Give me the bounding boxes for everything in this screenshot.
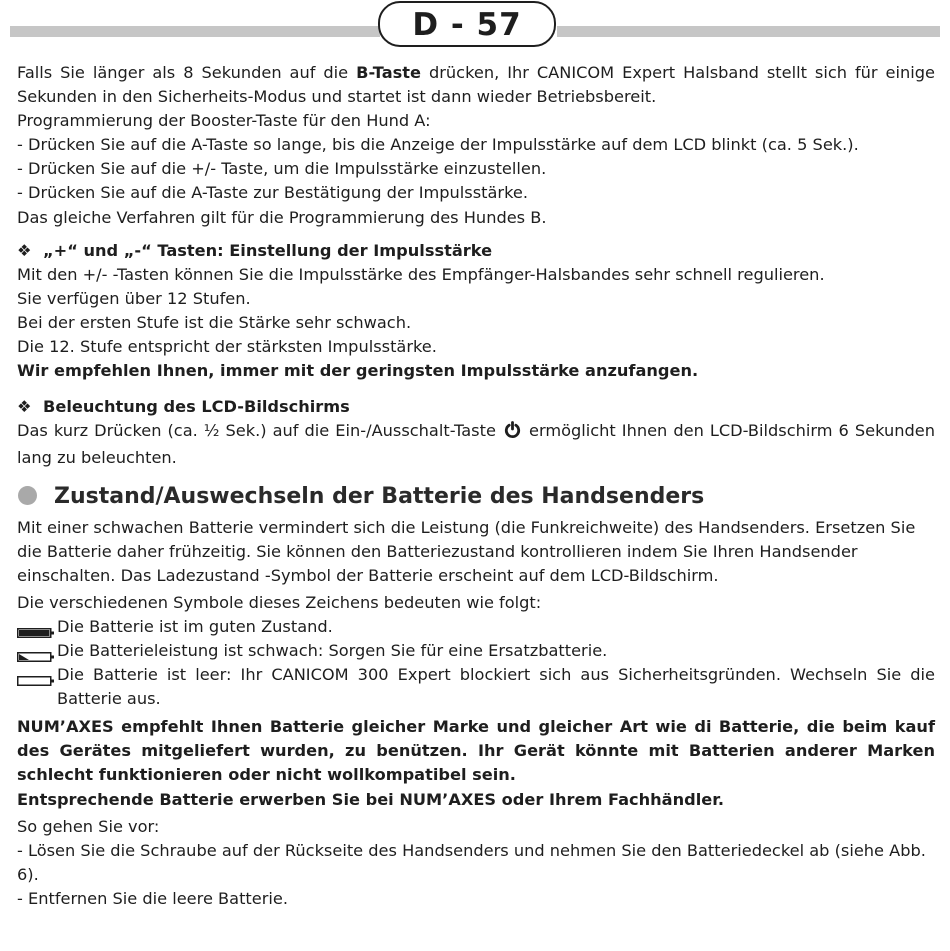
- step-line: - Drücken Sie auf die A-Taste zur Bestätigung der Impulsstärke.: [17, 183, 528, 203]
- b-taste-label: B-Taste: [356, 63, 422, 82]
- power-icon: [504, 421, 521, 446]
- diamond-bullet-icon: ❖: [17, 397, 32, 417]
- battery-fill: [19, 630, 50, 636]
- page-content: [17, 61, 935, 911]
- symbols-intro: Die verschiedenen Symbole dieses Zeichens bedeuten wie folgt:: [17, 592, 542, 612]
- same-procedure-text: Das gleiche Verfahren gilt für die Programmierung des Hundes B.: [17, 207, 547, 227]
- lcd-heading: ❖ Beleuchtung des LCD-Bildschirms: [17, 395, 935, 419]
- diamond-bullet-icon: ❖: [17, 240, 32, 260]
- header-rule-right: [557, 26, 940, 37]
- battery-state-row: Die Batterie ist im guten Zustand.: [17, 615, 935, 639]
- battery-low-icon: [17, 645, 51, 655]
- body-line: Sie verfügen über 12 Stufen.: [17, 288, 251, 308]
- how-to-heading: So gehen Sie vor:: [17, 816, 160, 836]
- body-line: Die 12. Stufe entspricht der stärksten Impulsstärke.: [17, 337, 437, 357]
- plus-minus-heading: ❖ „+“ und „-“ Tasten: Einstellung der Impulsstärke: [17, 239, 935, 263]
- header-rule-left: [10, 26, 380, 37]
- step-line: - Drücken Sie auf die A-Taste so lange, bis die Anzeige der Impulsstärke auf dem LCD blinkt (ca. 5 Sek.).: [17, 135, 859, 155]
- numaxes-warning: NUM’AXES empfehlt Ihnen Batterie gleicher Marke und gleicher Art wie di Batterie, die beim kauf des Gerätes mitgeliefert wurden, zu benützen. Ihr Gerät könnte mit Batterien anderer Marken schlecht funktionieren oder nicht wollkompatibel sein.: [17, 717, 935, 785]
- page-header: [0, 0, 950, 52]
- battery-empty-icon: [17, 669, 51, 679]
- body-line: Mit den +/- -Tasten können Sie die Impulsstärke des Empfänger-Halsbandes sehr schnell regulieren.: [17, 264, 825, 284]
- page-number-tab: [378, 1, 556, 47]
- dealer-note: Entsprechende Batterie erwerben Sie bei NUM’AXES oder Ihrem Fachhändler.: [17, 789, 725, 809]
- how-to-step: - Lösen Sie die Schraube auf der Rückseite des Handsenders und nehmen Sie den Batteriedeckel ab (siehe Abb. 6).: [17, 840, 926, 884]
- step-line: - Drücken Sie auf die +/- Taste, um die Impulsstärke einzustellen.: [17, 159, 547, 179]
- battery-state-row: Die Batterie ist leer: Ihr CANICOM 300 Expert blockiert sich aus Sicherheitsgründen. Wechseln Sie die Batterie aus.: [17, 663, 935, 711]
- recommendation-text: Wir empfehlen Ihnen, immer mit der geringsten Impulsstärke anzufangen.: [17, 361, 699, 381]
- battery-state-row: Die Batterieleistung ist schwach: Sorgen Sie für eine Ersatzbatterie.: [17, 639, 935, 663]
- plus-minus-section: [17, 239, 935, 384]
- lcd-text: Das kurz Drücken (ca. ½ Sek.) auf die Ein-/Ausschalt-Taste ermöglicht Ihnen den LCD-Bildschirm 6 Sekunden lang zu beleuchten.: [17, 421, 935, 468]
- body-line: Bei der ersten Stufe ist die Stärke sehr schwach.: [17, 312, 412, 332]
- lcd-section: [17, 395, 935, 470]
- battery-section-heading: Zustand/Auswechseln der Batterie des Handsenders: [17, 482, 935, 512]
- battery-intro: Mit einer schwachen Batterie vermindert sich die Leistung (die Funkreichweite) des Handsenders. Ersetzen Sie die Batterie daher frühzeitig. Sie können den Batteriezustand kontrollieren indem Sie Ihren Handsender einschalten. Das Ladezustand -Symbol der Batterie erscheint auf dem LCD-Bildschirm.: [17, 517, 916, 585]
- battery-full-icon: [17, 621, 51, 631]
- intro-paragraph: Falls Sie länger als 8 Sekunden auf die B-Taste drücken, Ihr CANICOM Expert Halsband stellt sich für einige Sekunden in den Sicherheits-Modus und startet ist dann wieder Betriebsbereit.: [17, 63, 935, 107]
- how-to-step: - Entfernen Sie die leere Batterie.: [17, 888, 288, 908]
- page-number: D - 57: [412, 7, 522, 43]
- booster-heading: Programmierung der Booster-Taste für den Hund A:: [17, 111, 431, 131]
- gray-bullet-icon: [18, 486, 37, 505]
